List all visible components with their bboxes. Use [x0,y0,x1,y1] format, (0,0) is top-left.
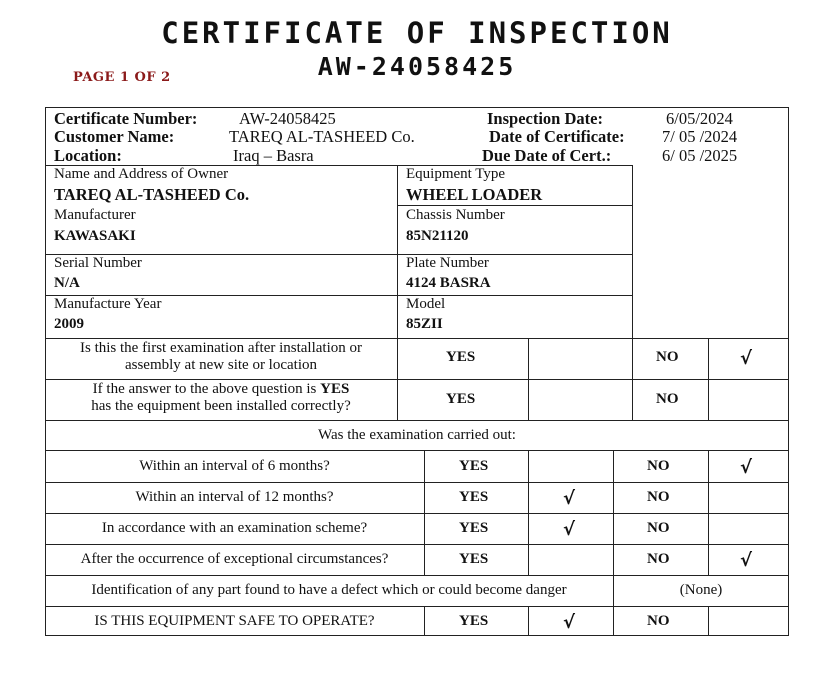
due-date-value: 6/ 05 /2025 [662,146,738,165]
check-mark-icon: √ [740,457,753,478]
manufacture-year-label: Manufacture Year [54,296,162,312]
customer-name-value: TAREQ AL-TASHEED Co. [229,127,415,146]
question-12-months: Within an interval of 12 months? [135,489,334,505]
certificate-code: AW-24058425 [317,52,517,81]
chassis-number-value: 85N21120 [406,228,469,244]
due-date-label: Due Date of Cert.: [482,146,612,165]
yes-label: YES [459,551,489,567]
certificate-date-value: 7/ 05 /2024 [662,127,738,146]
owner-label: Name and Address of Owner [54,166,229,182]
location-value: Iraq – Basra [233,146,314,165]
certificate-title: CERTIFICATE OF INSPECTION [161,16,673,50]
serial-number-value: N/A [54,275,80,291]
check-mark-icon: √ [740,550,753,571]
manufacturer-label: Manufacturer [54,207,136,223]
check-mark-icon: √ [563,519,576,540]
cert-number-label: Certificate Number: [54,109,198,128]
question-first-examination-line2: assembly at new site or location [124,357,318,373]
location-label: Location: [54,146,122,165]
equipment-type-label: Equipment Type [406,166,506,182]
no-label: NO [656,391,679,407]
yes-label: YES [459,458,489,474]
no-label: NO [647,520,670,536]
yes-label: YES [459,613,489,629]
cert-number-value: AW-24058425 [239,109,336,128]
inspection-date-label: Inspection Date: [487,109,603,128]
question-defect-identification: Identification of any part found to have a defect which or could become danger [91,582,567,598]
defect-answer: (None) [679,582,723,598]
plate-number-label: Plate Number [406,255,489,271]
certificate-date-label: Date of Certificate: [489,127,625,146]
examination-heading: Was the examination carried out: [318,427,516,443]
yes-label: YES [446,349,476,365]
plate-number-value: 4124 BASRA [406,275,491,291]
question-safe-to-operate: IS THIS EQUIPMENT SAFE TO OPERATE? [94,613,375,629]
inspection-date-value: 6/05/2024 [666,109,733,128]
check-mark-icon: √ [563,612,576,633]
question-exceptional-circumstances: After the occurrence of exceptional circumstances? [80,551,389,567]
question-first-examination [45,340,397,374]
chassis-number-label: Chassis Number [406,207,505,223]
check-mark-icon: √ [563,488,576,509]
model-value: 85ZII [406,316,443,332]
yes-label: YES [446,391,476,407]
question-first-examination-line1: Is this the first examination after installation or [79,340,362,356]
page-indicator: PAGE 1 OF 2 [73,70,171,85]
manufacture-year-value: 2009 [54,316,84,332]
equipment-type-value: WHEEL LOADER [406,185,543,204]
question-installed-correctly [45,381,397,415]
question-examination-scheme: In accordance with an examination scheme? [101,520,368,536]
serial-number-label: Serial Number [54,255,142,271]
no-label: NO [647,458,670,474]
no-label: NO [647,489,670,505]
question-installed-correctly-line2: has the equipment been installed correctly? [91,398,351,414]
question-6-months: Within an interval of 6 months? [139,458,330,474]
no-label: NO [647,551,670,567]
manufacturer-value: KAWASAKI [54,228,136,244]
yes-label: YES [459,520,489,536]
question-installed-correctly-line1: If the answer to the above question is YES [92,381,350,397]
no-label: NO [656,349,679,365]
customer-name-label: Customer Name: [54,127,175,146]
model-label: Model [406,296,446,312]
no-label: NO [647,613,670,629]
owner-value: TAREQ AL-TASHEED Co. [54,185,250,204]
yes-label: YES [459,489,489,505]
check-mark-icon: √ [740,348,753,369]
